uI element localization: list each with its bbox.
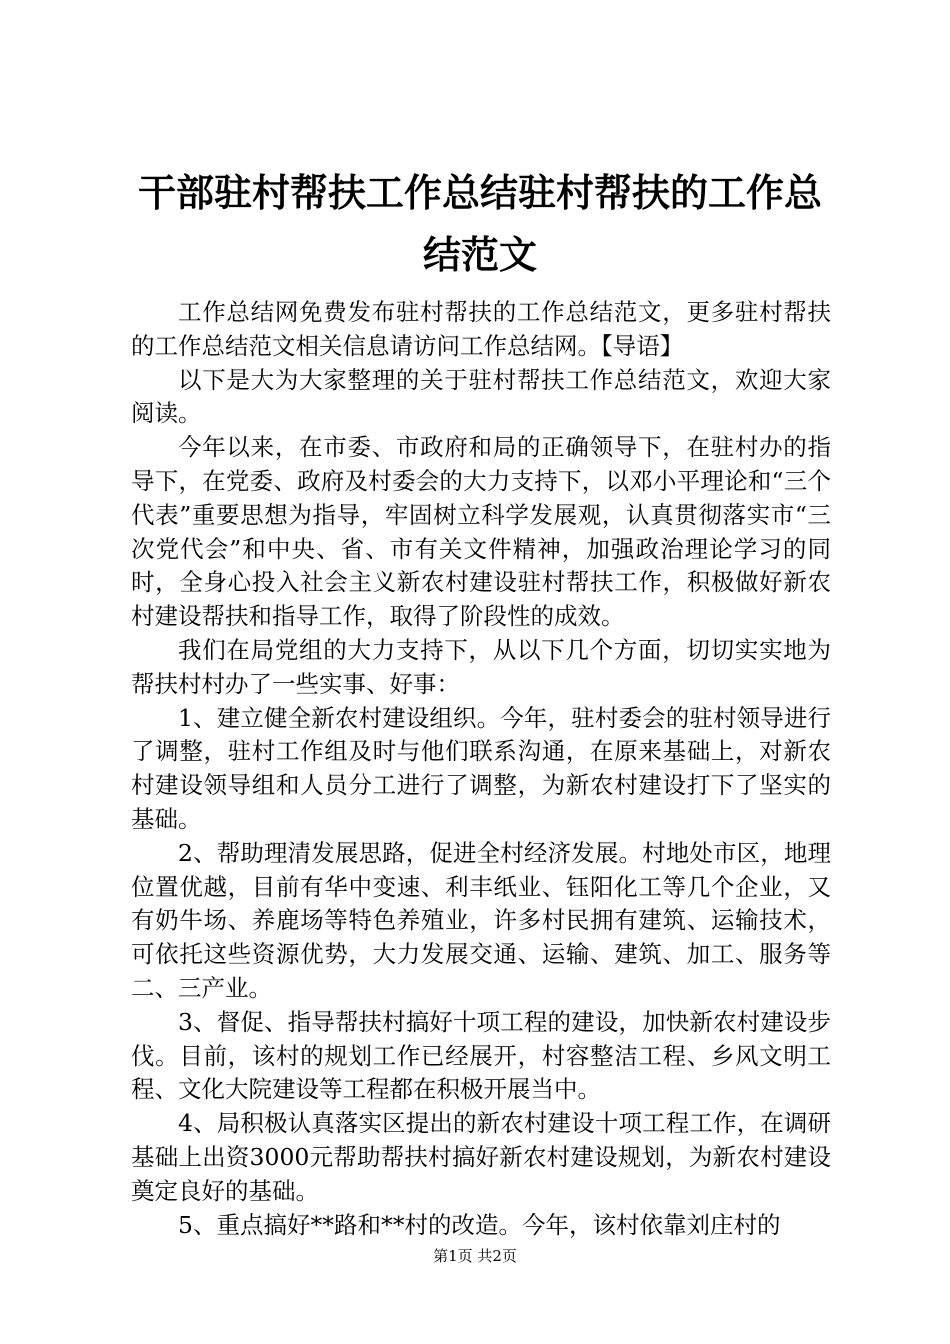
paragraph: 4、局积极认真落实区提出的新农村建设十项工程工作，在调研基础上出资3000元帮助帮扶村搞好新农村建设规划，为新农村建设奠定良好的基础。 [131, 1109, 831, 1205]
paragraph: 工作总结网免费发布驻村帮扶的工作总结范文，更多驻村帮扶的工作总结范文相关信息请访问工作总结网。【导语】 [131, 298, 831, 360]
paragraph: 3、督促、指导帮扶村搞好十项工程的建设，加快新农村建设步伐。目前，该村的规划工作已经展开，村容整洁工程、乡风文明工程、文化大院建设等工程都在积极开展当中。 [131, 1007, 831, 1104]
page-footer: 第1页 共2页 [433, 1247, 517, 1265]
document-body [131, 296, 831, 1242]
paragraph: 1、建立健全新农村建设组织。今年，驻村委会的驻村领导进行了调整，驻村工作组及时与他们联系沟通，在原来基础上，对新农村建设领导组和人员分工进行了调整，为新农村建设打下了坚实的基础。 [131, 703, 831, 833]
paragraph: 2、帮助理清发展思路，促进全村经济发展。村地处市区，地理位置优越，目前有华中变速、利丰纸业、钰阳化工等几个企业，又有奶牛场、养鹿场等特色养殖业，许多村民拥有建筑、运输技术，可依托这些资源优势，大力发展交通、运输、建筑、加工、服务等二、三产业。 [131, 838, 831, 1002]
document-title: 干部驻村帮扶工作总结驻村帮扶的工作总结范文 [137, 170, 822, 277]
paragraph: 以下是大为大家整理的关于驻村帮扶工作总结范文，欢迎大家阅读。 [131, 365, 831, 428]
paragraph: 5、重点搞好**路和**村的改造。今年，该村依靠刘庄村的 [178, 1210, 781, 1239]
paragraph: 今年以来，在市委、市政府和局的正确领导下，在驻村办的指导下，在党委、政府及村委会的大力支持下，以邓小平理论和“三个代表”重要思想为指导，牢固树立科学发展观，认真贯彻落实市“三次党代会”和中央、省、市有关文件精神，加强政治理论学习的同时，全身心投入社会主义新农村建设驻村帮扶工作，积极做好新农村建设帮扶和指导工作，取得了阶段性的成效。 [131, 433, 831, 631]
paragraph: 我们在局党组的大力支持下，从以下几个方面，切切实实地为帮扶村村办了一些实事、好事： [131, 635, 831, 698]
